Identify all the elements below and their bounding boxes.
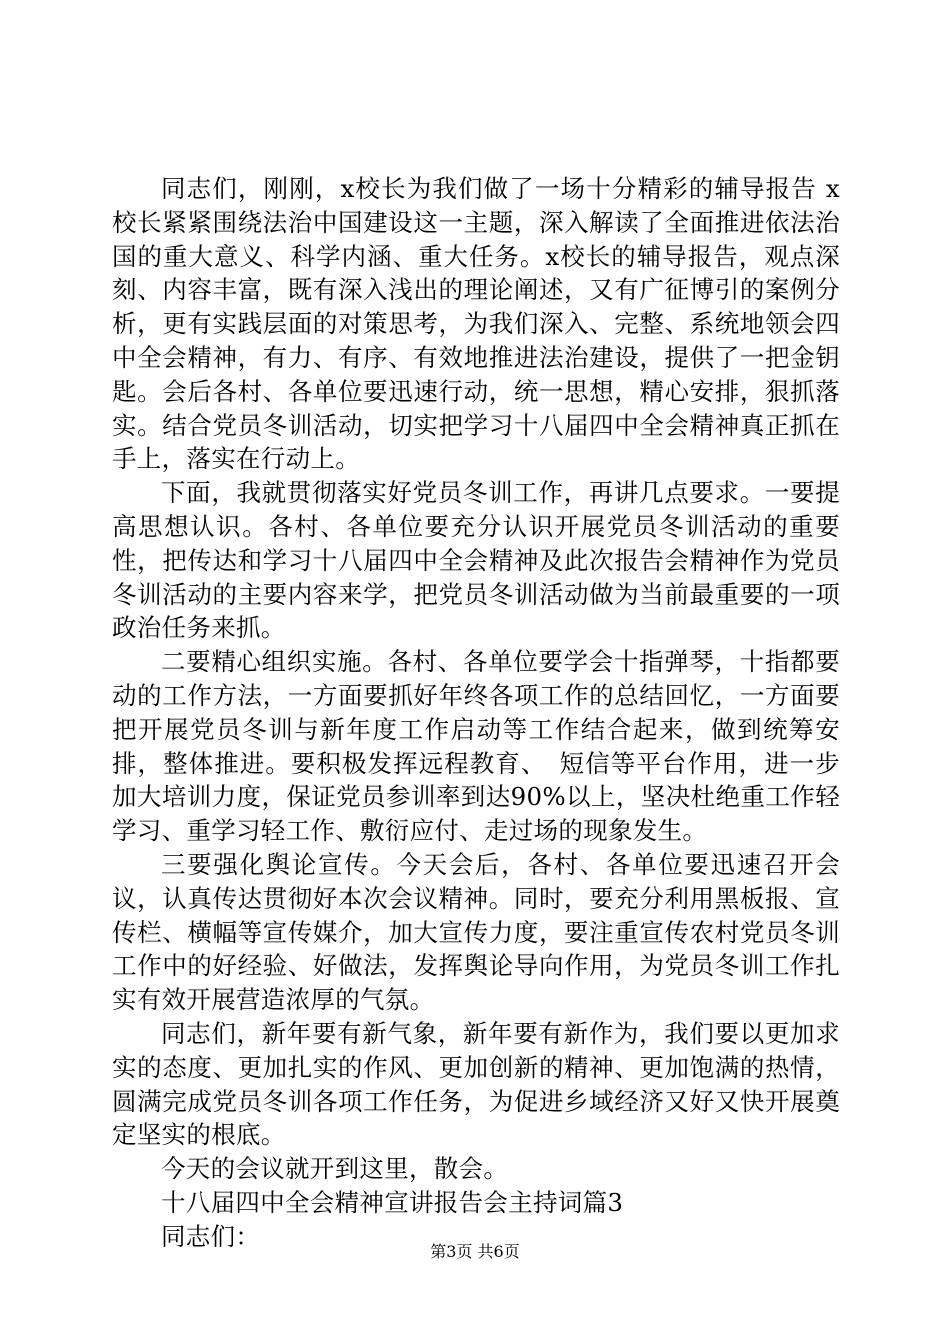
page-number-footer: 第3页 共6页 (430, 1242, 520, 1261)
section-heading: 十八届四中全会精神宣讲报告会主持词篇3 (161, 1187, 624, 1217)
paragraph-2: 下面，我就贯彻落实好党员冬训工作，再讲几点要求。一要提高思想认识。各村、各单位要充分认识开展党员冬训活动的重要性，把传达和学习十八届四中全会精神及此次报告会精神作为党员冬训活动的主要内容来学，把党员冬训活动做为当前最重要的一项政治任务来抓。 (112, 478, 840, 643)
paragraph-1: 同志们，刚刚，x校长为我们做了一场十分精彩的辅导报告 x校长紧紧围绕法治中国建设这一主题，深入解读了全面推进依法治国的重大意义、科学内涵、重大任务。x校长的辅导报告，观点深刻、内容丰富，既有深入浅出的理论阐述，又有广征博引的案例分析，更有实践层面的对策思考，为我们深入、完整、系统地领会四中全会精神，有力、有序、有效地推进法治建设，提供了一把金钥匙。会后各村、各单位要迅速行动，统一思想，精心安排，狠抓落实。结合党员冬训活动，切实把学习十八届四中全会精神真正抓在手上，落实在行动上。 (112, 174, 840, 474)
paragraph-5: 同志们，新年要有新气象，新年要有新作为，我们要以更加求实的态度、更加扎实的作风、更加创新的精神、更加饱满的热情，圆满完成党员冬训各项工作任务，为促进乡域经济又好又快开展奠定坚实的根底。 (112, 1018, 840, 1150)
document-body (112, 172, 840, 1254)
paragraph-4: 三要强化舆论宣传。今天会后，各村、各单位要迅速召开会议，认真传达贯彻好本次会议精神。同时，要充分利用黑板报、宣传栏、横幅等宣传媒介，加大宣传力度，要注重宣传农村党员冬训工作中的好经验、好做法，发挥舆论导向作用，为党员冬训工作扎实有效开展营造浓厚的气氛。 (112, 849, 840, 1015)
closing-line: 今天的会议就开到这里，散会。 (161, 1154, 509, 1184)
salutation: 同志们： (161, 1221, 261, 1251)
paragraph-3: 二要精心组织实施。各村、各单位要学会十指弹琴，十指都要动的工作方法，一方面要抓好年终各项工作的总结回忆，一方面要把开展党员冬训与新年度工作启动等工作结合起来，做到统筹安排，整体推进。要积极发挥远程教育、 短信等平台作用，进一步加大培训力度，保证党员参训率到达90%以上，坚决杜绝重工作轻学习、重学习轻工作、敷衍应付、走过场的现象发生。 (112, 647, 840, 846)
